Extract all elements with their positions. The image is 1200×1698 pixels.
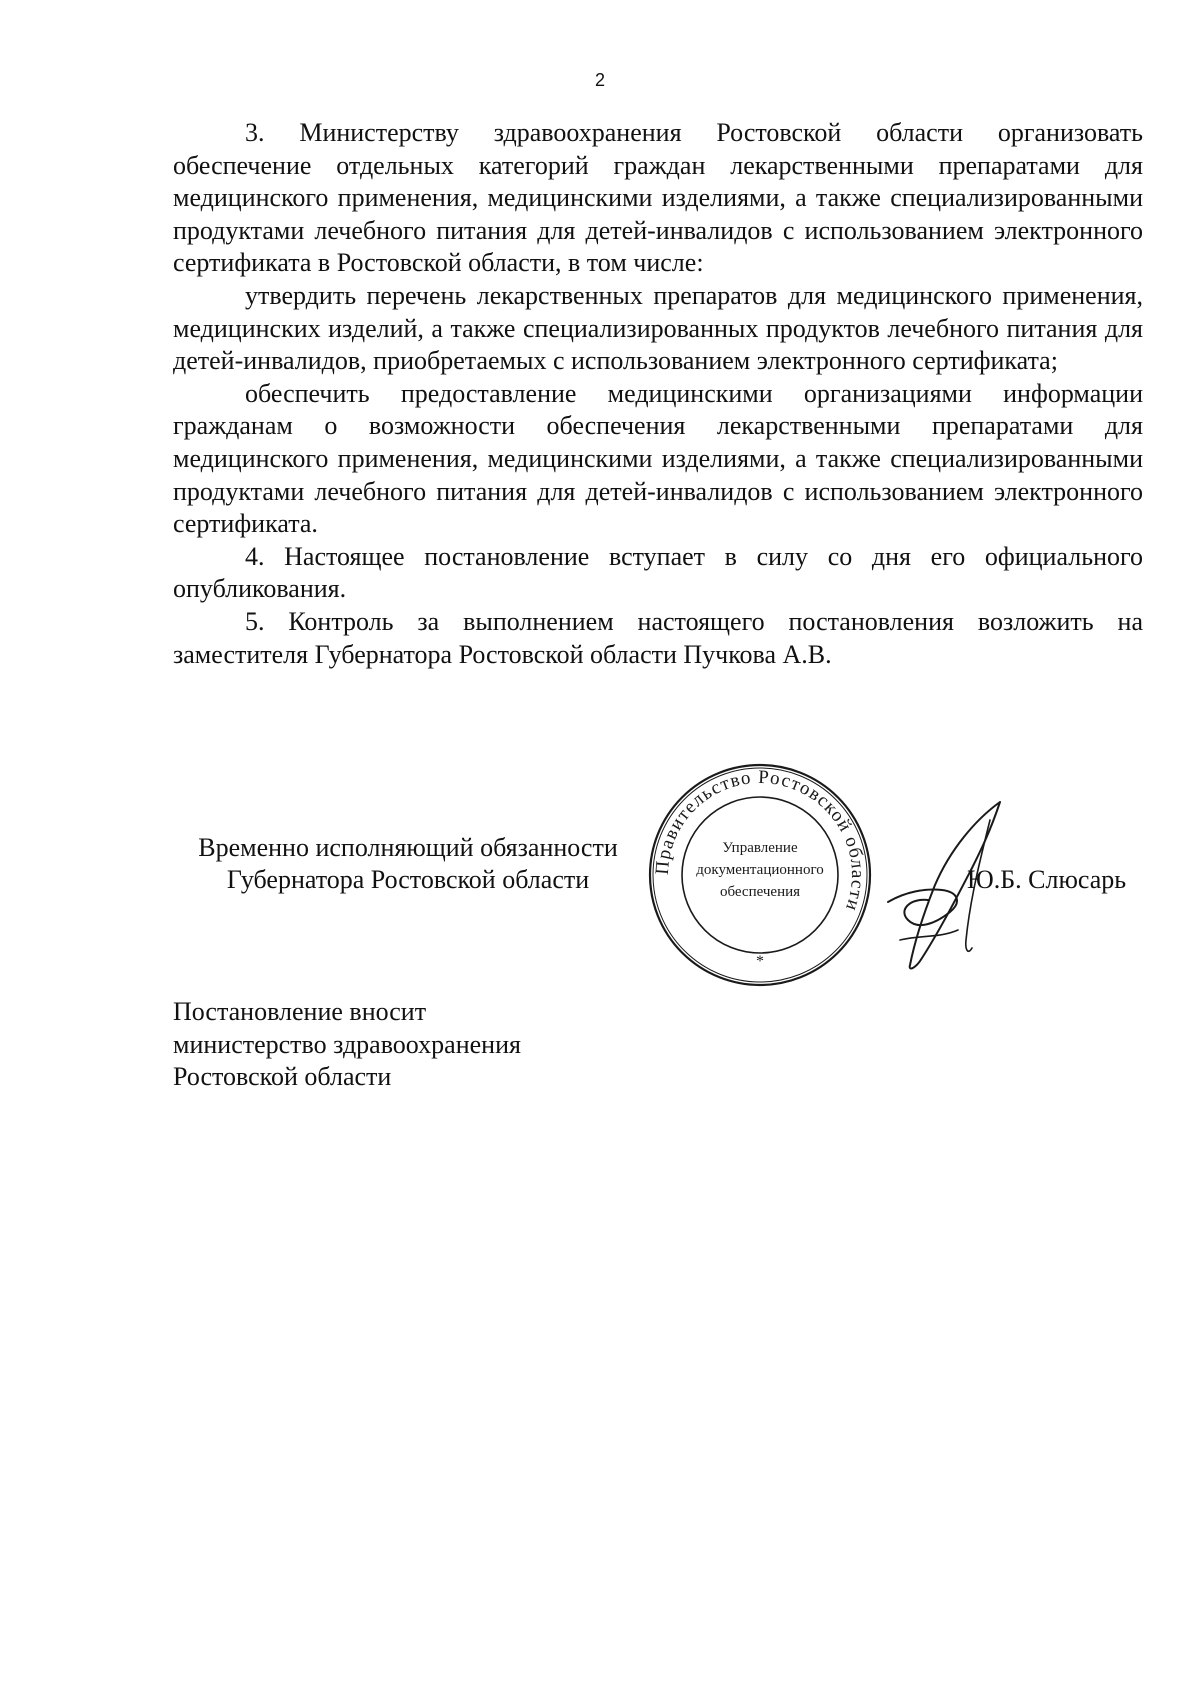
signer-name: Ю.Б. Слюсарь xyxy=(967,865,1127,894)
paragraph-provide-information: обеспечить предоставление медицинскими организациями информации гражданам о возможности обеспечения лекарственными препаратами для медицинского применения, медицинскими изделиями, а также специализированными продуктами лечебного питания для детей-инвалидов с использованием электронного сертификата. xyxy=(173,378,1143,539)
paragraph-item-5: 5. Контроль за выполнением настоящего постановления возложить на заместителя Губернатора Ростовской области Пучкова А.В. xyxy=(173,606,1143,669)
submitter-line2: министерство здравоохранения xyxy=(173,1029,521,1059)
page-number: 2 xyxy=(594,70,605,90)
submitter-line1: Постановление вносит xyxy=(173,997,427,1026)
submitter-block xyxy=(173,996,521,1094)
signer-title-line1: Временно исполняющий обязанности xyxy=(198,833,618,862)
stamp-inner-line2: документационного xyxy=(696,862,824,878)
stamp-outer-text: Правительство Ростовской области xyxy=(651,766,869,915)
official-stamp xyxy=(645,760,875,990)
signer-title xyxy=(173,832,643,896)
paragraph-approve-list: утвердить перечень лекарственных препаратов для медицинского применения, медицинских изделий, а также специализированных продуктов лечебного питания для детей-инвалидов, приобретаемых с использованием электронного сертификата; xyxy=(173,280,1143,376)
paragraph-item-3: 3. Министерству здравоохранения Ростовской области организовать обеспечение отдельных категорий граждан лекарственными препаратами для медицинского применения, медицинскими изделиями, а также специализированными продуктами лечебного питания для детей-инвалидов с использованием электронного сертификата в Ростовской области, в том числе: xyxy=(173,118,1143,278)
signer-title-line2: Губернатора Ростовской области xyxy=(226,865,590,894)
stamp-inner-line1: Управление xyxy=(722,840,798,856)
submitter-line3: Ростовской области xyxy=(173,1062,392,1091)
stamp-inner-line3: обеспечения xyxy=(719,884,801,900)
stamp-star: * xyxy=(756,953,764,970)
document-body xyxy=(173,117,1143,671)
paragraph-item-4: 4. Настоящее постановление вступает в силу со дня его официального опубликования. xyxy=(173,541,1143,604)
